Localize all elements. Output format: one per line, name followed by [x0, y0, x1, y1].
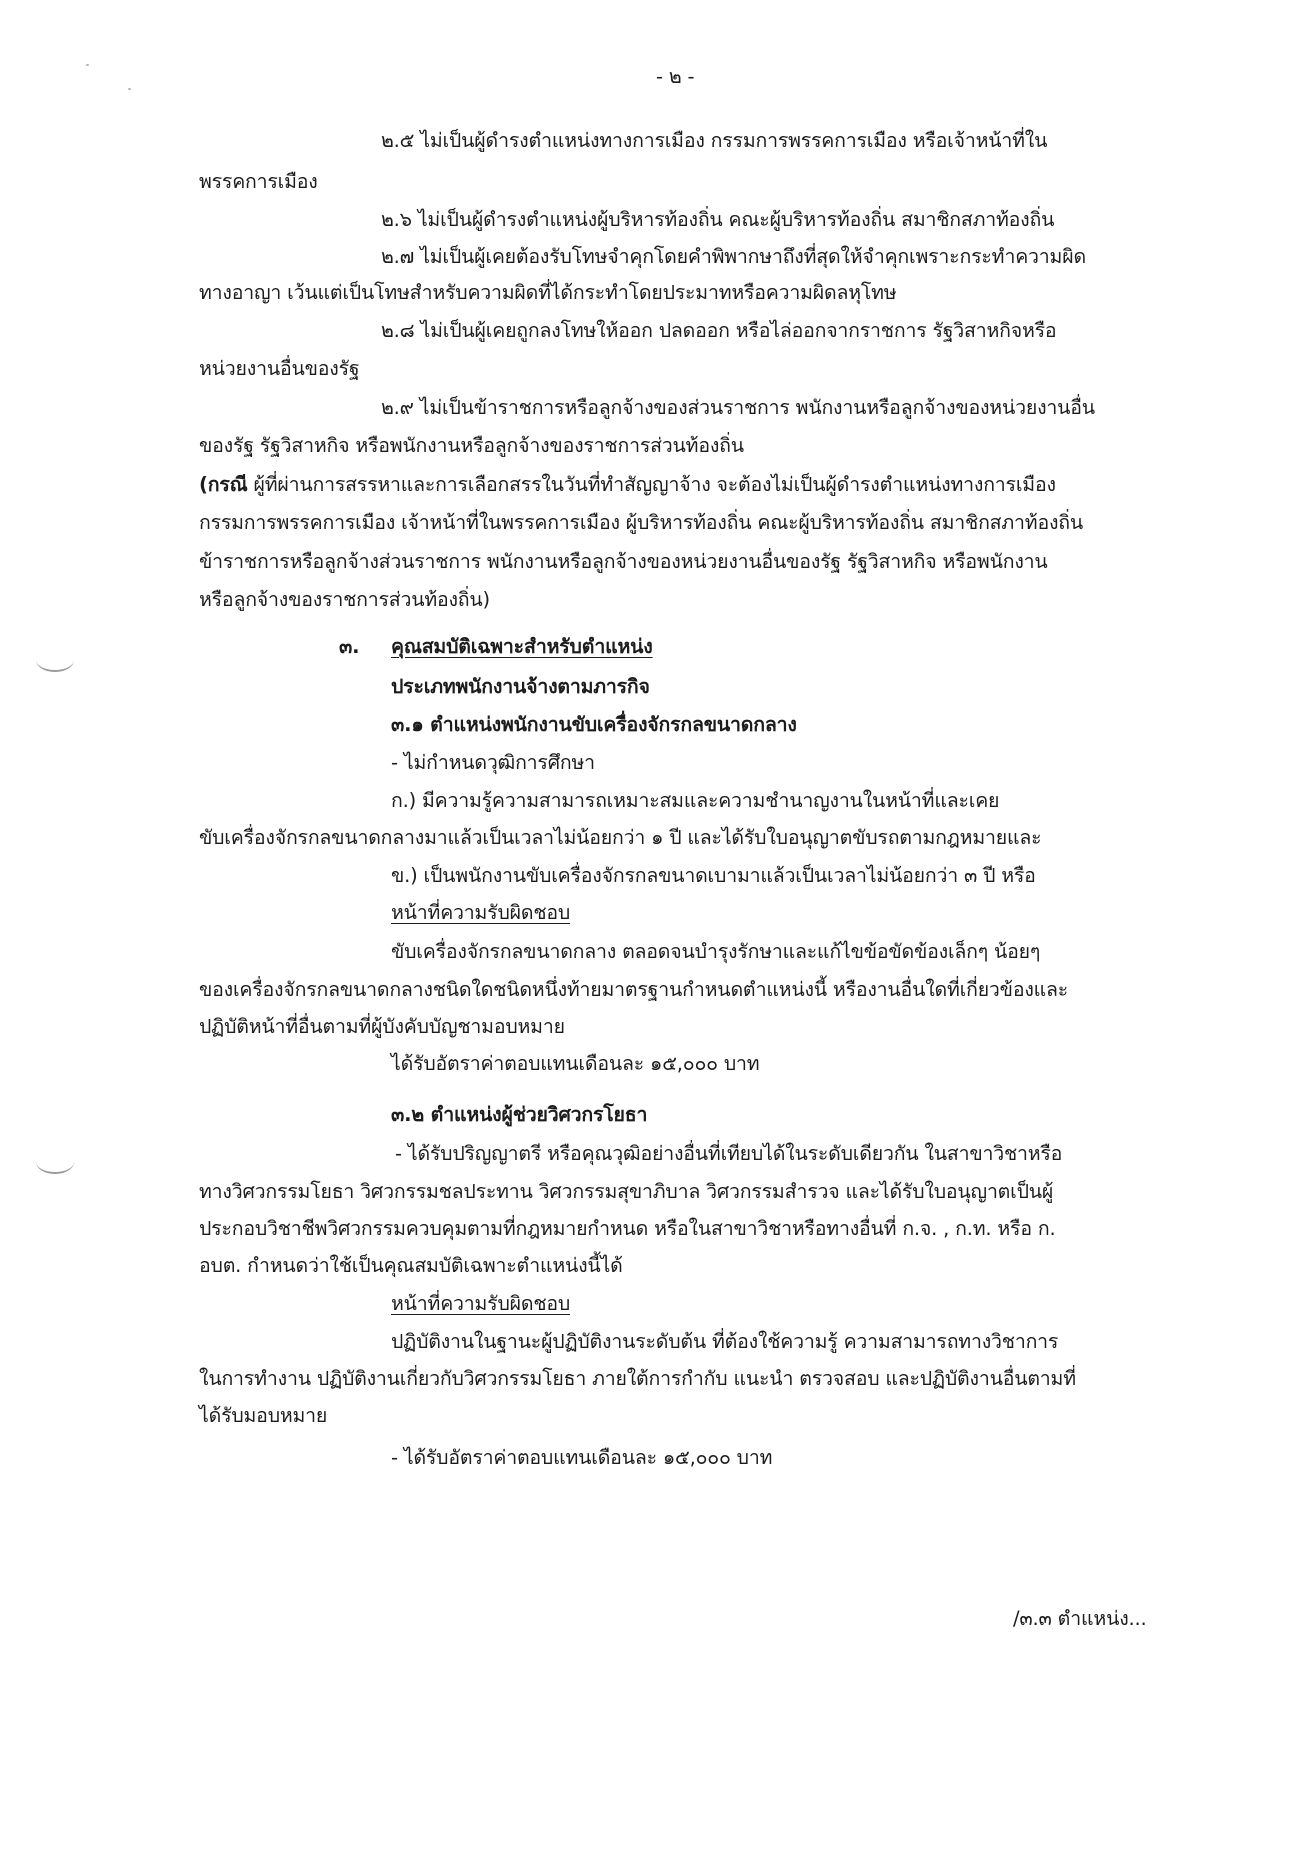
position-3-2-duty-line-1: ปฏิบัติงานในฐานะผู้ปฏิบัติงานระดับต้น ที่ต้องใช้ความรู้ ความสามารถทางวิชาการ — [391, 1330, 1059, 1353]
position-3-2-title: ๓.๒ ตำแหน่งผู้ช่วยวิศวกรโยธา — [391, 1103, 648, 1126]
position-3-1-duty-line-3: ปฏิบัติหน้าที่อื่นตามที่ผู้บังคับบัญชามอบหมาย — [199, 1015, 565, 1038]
position-3-2-qual-line-1: - ได้รับปริญญาตรี หรือคุณวุฒิอย่างอื่นที่เทียบได้ในระดับเดียวกัน ในสาขาวิชาหรือ — [395, 1142, 1063, 1165]
punch-hole-mark — [36, 1150, 74, 1174]
position-3-1-qual-a-line-2: ขับเครื่องจักรกลขนาดกลางมาแล้วเป็นเวลาไม่น้อยกว่า ๑ ปี และได้รับใบอนุญาตขับรถตามกฎหมายและ — [199, 826, 1042, 849]
position-3-2-qual-line-4: อบต. กำหนดว่าใช้เป็นคุณสมบัติเฉพาะตำแหน่งนี้ได้ — [199, 1254, 623, 1277]
page-number: - ๒ - — [656, 65, 695, 88]
item-2-9-line-1: ๒.๙ ไม่เป็นข้าราชการหรือลูกจ้างของส่วนราชการ พนักงานหรือลูกจ้างของหน่วยงานอื่น — [381, 396, 1095, 419]
item-2-6: ๒.๖ ไม่เป็นผู้ดำรงตำแหน่งผู้บริหารท้องถิ่น คณะผู้บริหารท้องถิ่น สมาชิกสภาท้องถิ่น — [381, 208, 1055, 231]
case-note-line-2: กรรมการพรรคการเมือง เจ้าหน้าที่ในพรรคการเมือง ผู้บริหารท้องถิ่น คณะผู้บริหารท้องถิ่น สมาชิกสภาท้องถิ่น — [199, 511, 1084, 534]
section-3-title: คุณสมบัติเฉพาะสำหรับตำแหน่ง — [391, 635, 653, 658]
position-3-1-duty-line-1: ขับเครื่องจักรกลขนาดกลาง ตลอดจนบำรุงรักษาและแก้ไขข้อขัดข้องเล็กๆ น้อยๆ — [391, 940, 1041, 963]
position-3-2-qual-line-2: ทางวิศวกรรมโยธา วิศวกรรมชลประทาน วิศวกรรมสุขาภิบาล วิศวกรรมสำรวจ และได้รับใบอนุญาตเป็นผู้ — [199, 1180, 1054, 1203]
position-3-1-qual-a-line-1: ก.) มีความรู้ความสามารถเหมาะสมและความชำนาญงานในหน้าที่และเคย — [391, 789, 1000, 812]
item-2-7-line-1: ๒.๗ ไม่เป็นผู้เคยต้องรับโทษจำคุกโดยคำพิพากษาถึงที่สุดให้จำคุกเพราะกระทำความผิด — [381, 245, 1086, 268]
item-2-5-line-1: ๒.๕ ไม่เป็นผู้ดำรงตำแหน่งทางการเมือง กรรมการพรรคการเมือง หรือเจ้าหน้าที่ใน — [381, 129, 1048, 152]
position-3-1-pay: ได้รับอัตราค่าตอบแทนเดือนละ ๑๕,๐๐๐ บาท — [391, 1052, 760, 1075]
case-note-line-3: ข้าราชการหรือลูกจ้างส่วนราชการ พนักงานหรือลูกจ้างของหน่วยงานอื่นของรัฐ รัฐวิสาหกิจ หรือพนักงาน — [199, 550, 1048, 573]
position-3-2-pay: - ได้รับอัตราค่าตอบแทนเดือนละ ๑๕,๐๐๐ บาท — [391, 1446, 773, 1469]
punch-hole-mark — [36, 648, 74, 672]
position-3-1-education: - ไม่กำหนดวุฒิการศึกษา — [391, 751, 595, 774]
item-2-7-line-2: ทางอาญา เว้นแต่เป็นโทษสำหรับความผิดที่ได้กระทำโดยประมาทหรือความผิดลหุโทษ — [199, 281, 897, 304]
position-3-2-duty-heading: หน้าที่ความรับผิดชอบ — [391, 1292, 571, 1315]
item-2-8-line-2: หน่วยงานอื่นของรัฐ — [199, 357, 360, 380]
position-3-1-duty-heading: หน้าที่ความรับผิดชอบ — [391, 901, 571, 924]
case-note-line-1 — [199, 470, 1056, 500]
continuation-marker: /๓.๓ ตำแหน่ง... — [1013, 1607, 1147, 1630]
case-note-text: ผู้ที่ผ่านการสรรหาและการเลือกสรรในวันที่ทำสัญญาจ้าง จะต้องไม่เป็นผู้ดำรงตำแหน่งทางการเมือง — [247, 473, 1056, 496]
position-3-1-duty-line-2: ของเครื่องจักรกลขนาดกลางชนิดใดชนิดหนึ่งท้ายมาตรฐานกำหนดตำแหน่งนี้ หรืองานอื่นใดที่เกี่ยวข้องและ — [199, 978, 1069, 1001]
case-note-line-4: หรือลูกจ้างของราชการส่วนท้องถิ่น) — [199, 588, 490, 611]
position-3-2-duty-line-3: ได้รับมอบหมาย — [199, 1404, 328, 1427]
scan-speck — [86, 64, 89, 66]
position-3-1-title: ๓.๑ ตำแหน่งพนักงานขับเครื่องจักรกลขนาดกลาง — [391, 713, 797, 736]
scan-speck — [128, 88, 131, 90]
section-3-number: ๓. — [339, 635, 360, 658]
position-3-2-qual-line-3: ประกอบวิชาชีพวิศวกรรมควบคุมตามที่กฎหมายกำหนด หรือในสาขาวิชาหรือทางอื่นที่ ก.จ. , ก.ท. หรือ ก. — [199, 1217, 1056, 1240]
item-2-9-line-2: ของรัฐ รัฐวิสาหกิจ หรือพนักงานหรือลูกจ้างของราชการส่วนท้องถิ่น — [199, 434, 744, 457]
item-2-8-line-1: ๒.๘ ไม่เป็นผู้เคยถูกลงโทษให้ออก ปลดออก หรือไล่ออกจากราชการ รัฐวิสาหกิจหรือ — [381, 319, 1057, 342]
position-3-1-qual-b: ข.) เป็นพนักงานขับเครื่องจักรกลขนาดเบามาแล้วเป็นเวลาไม่น้อยกว่า ๓ ปี หรือ — [391, 864, 1036, 887]
position-3-2-duty-line-2: ในการทำงาน ปฏิบัติงานเกี่ยวกับวิศวกรรมโยธา ภายใต้การกำกับ แนะนำ ตรวจสอบ และปฏิบัติงานอื่นตามที่ — [199, 1367, 1076, 1390]
item-2-5-line-2: พรรคการเมือง — [199, 170, 318, 193]
section-3-type: ประเภทพนักงานจ้างตามภารกิจ — [391, 675, 650, 698]
case-note-lead: (กรณี — [199, 473, 248, 496]
